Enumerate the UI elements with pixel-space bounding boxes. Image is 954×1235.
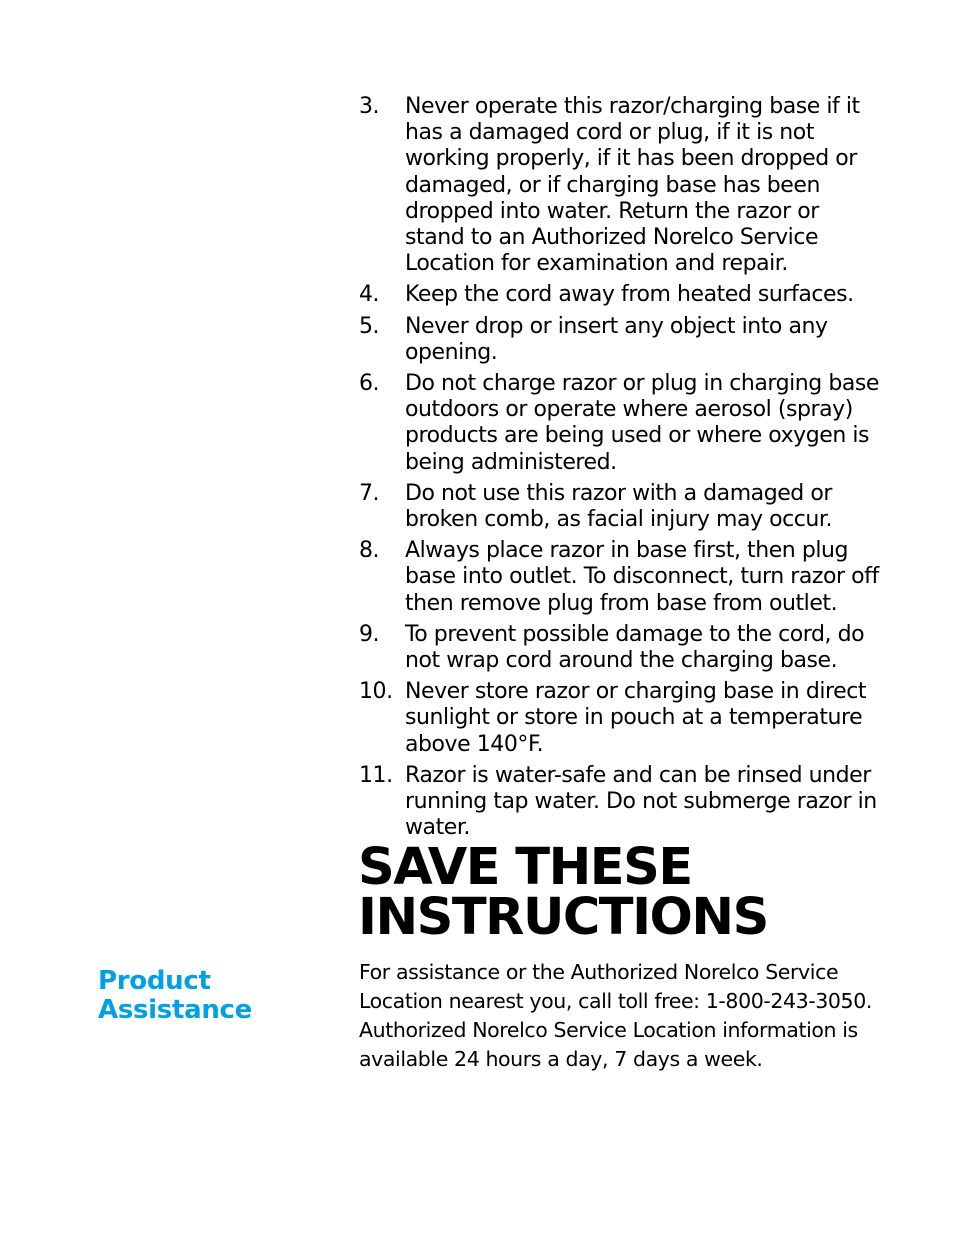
product-assistance-label-line2: Assistance — [98, 995, 252, 1025]
product-assistance-text: For assistance or the Authorized Norelco Service Location nearest you, call toll free: 1-800-243-3050. Authorized Norelco Service Location information is available 24 hours a day, 7 days a week. — [359, 960, 872, 1071]
instruction-number: 4. — [359, 282, 380, 308]
safety-instructions-list — [359, 94, 879, 846]
instruction-number: 7. — [359, 480, 380, 506]
instruction-number: 3. — [359, 94, 380, 119]
instruction-text: Keep the cord away from heated surfaces. — [405, 282, 854, 308]
instruction-text: Never operate this razor/charging base if it has a damaged cord or plug, if it is not working properly, if it has been dropped or damaged, or if charging base has been dropped into water. Return the razor or stand to an Authorized Norelco Service Location for examination and repair. — [405, 94, 860, 277]
instruction-text: To prevent possible damage to the cord, do not wrap cord around the charging base. — [405, 621, 865, 674]
product-assistance-label — [98, 967, 252, 1025]
instruction-item — [359, 282, 879, 308]
instruction-item — [359, 679, 879, 758]
instruction-number: 8. — [359, 538, 380, 564]
instruction-item — [359, 763, 879, 842]
instruction-text: Never store razor or charging base in direct sunlight or store in pouch at a temperature above 140°F. — [405, 679, 867, 757]
instruction-text: Do not charge razor or plug in charging base outdoors or operate where aerosol (spray) products are being used or where oxygen is being administered. — [405, 371, 879, 475]
instruction-item — [359, 481, 879, 533]
instruction-text: Never drop or insert any object into any opening. — [405, 313, 828, 365]
instruction-number: 5. — [359, 313, 380, 339]
instruction-item — [359, 314, 879, 366]
instruction-number: 10. — [359, 679, 393, 705]
instruction-text: Do not use this razor with a damaged or broken comb, as facial injury may occur. — [405, 480, 833, 533]
save-instructions-heading — [358, 838, 768, 947]
instruction-item — [359, 94, 879, 277]
product-assistance-label-line1: Product — [98, 966, 211, 996]
instruction-number: 6. — [359, 371, 380, 397]
instruction-number: 11. — [359, 762, 393, 788]
instruction-item — [359, 622, 879, 674]
instruction-item — [359, 538, 879, 617]
instruction-text: Always place razor in base first, then plug base into outlet. To disconnect, turn razor off then remove plug from base from outlet. — [405, 538, 879, 616]
instruction-item — [359, 371, 879, 476]
instruction-text: Razor is water-safe and can be rinsed under running tap water. Do not submerge razor in water. — [405, 762, 877, 841]
instruction-number: 9. — [359, 621, 380, 647]
save-heading-line2: INSTRUCTIONS — [358, 888, 768, 947]
save-heading-line1: SAVE THESE — [358, 838, 692, 897]
